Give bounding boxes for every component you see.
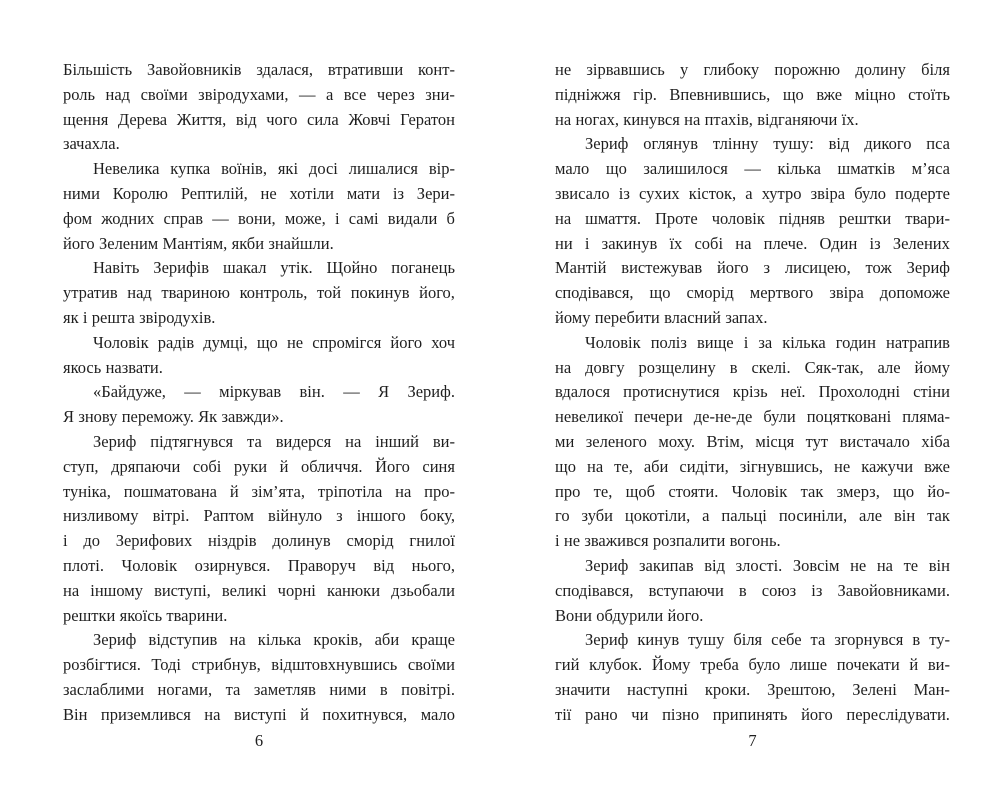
text-line: не зірвавшись у глибоку порожню долину біля (555, 60, 950, 79)
text-line: про те, щоб стояти. Чоловік так змерз, що йо- (555, 481, 950, 501)
text-line: мало що залишилося — кілька шматків м’яса (555, 159, 950, 179)
text-line: Більшість Завойовників здалася, втративши конт- (63, 60, 455, 79)
text-line: фом жодних справ — вони, може, і самі видали б (63, 208, 455, 228)
text-line: звисало із сухих кісток, а хутро звіра було подерте (555, 183, 950, 203)
text-line: якось назвати. (63, 357, 163, 377)
text-line: утратив над твариною контроль, той покинув його, (63, 283, 455, 303)
text-line: Чоловік поліз вище і за кілька годин натрапив (585, 332, 950, 352)
text-line: роль над своїми звіродухами, — а все через зни- (63, 84, 455, 104)
text-line: плоті. Чоловік озирнувся. Праворуч від нього, (63, 555, 455, 575)
text-line: ни і закинув їх собі на плече. Один із Зелених (555, 233, 950, 253)
text-line: і до Зерифових ніздрів долинув сморід гнилої (63, 531, 455, 551)
text-line: «Байдуже, — міркував він. — Я Зериф. (93, 382, 455, 402)
text-line: гий клубок. Йому треба було лише почекати й ви- (555, 655, 950, 675)
text-line: Навіть Зерифів шакал утік. Щойно поганець (93, 258, 455, 278)
text-line: Зериф оглянув тлінну тушу: від дикого пса (585, 134, 950, 154)
text-line: Вони обдурили його. (555, 605, 704, 625)
text-line: Я знову переможу. Як завжди». (63, 407, 284, 427)
page-right-text (555, 58, 950, 728)
text-line: і не зважився розпалити вогонь. (555, 531, 781, 551)
text-line: сподівався, що сморід мертвого звіра допоможе (555, 283, 950, 303)
text-line: тії рано чи пізно припинять його переслідувати. (555, 704, 950, 724)
page-right (555, 58, 950, 750)
text-line: що на те, аби сидіти, зігнувшись, не кажучи вже (555, 456, 950, 476)
text-line: на довгу розщелину в скелі. Сяк-так, але йому (555, 357, 950, 377)
page-left-text (63, 58, 455, 728)
text-line: ми зеленого моху. Втім, місця тут вистачало хіба (555, 431, 950, 451)
text-line: низливому вітрі. Раптом війнуло з іншого боку, (63, 506, 455, 526)
text-line: Невелика купка воїнів, які досі лишалися вір- (93, 159, 455, 179)
text-line: йому перебити власний запах. (555, 307, 768, 327)
text-line: щення Дерева Життя, від чого сила Жовчі Гератон (63, 109, 455, 129)
text-line: на іншому виступі, великі чорні канюки дзьобали (63, 580, 455, 600)
text-line: як і решта звіродухів. (63, 307, 216, 327)
text-line: Зериф кинув тушу біля себе та згорнувся в ту- (585, 630, 950, 650)
text-line: на ногах, кинувся на птахів, відганяючи їх. (555, 109, 859, 129)
text-line: рештки якоїсь тварини. (63, 605, 228, 625)
text-line: Він приземлився на виступі й похитнувся, мало (63, 704, 455, 724)
text-line: ступ, дряпаючи собі руки й обличчя. Його синя (63, 456, 455, 476)
page-left-number: 6 (254, 731, 264, 750)
text-line: Зериф підтягнувся та видерся на інший ви- (93, 431, 455, 451)
text-line: на шмаття. Проте чоловік підняв рештки твари- (555, 208, 950, 228)
text-line: Мантій вистежував його з лисицею, тож Зериф (555, 258, 950, 278)
text-line: туніка, пошматована й зім’ята, тріпотіла на про- (63, 481, 455, 501)
text-line: розбігтися. Тоді стрибнув, відштовхнувшись своїми (63, 655, 455, 675)
text-line: його Зеленим Мантіям, якби знайшли. (63, 233, 334, 253)
text-line: невеликої печери де-не-де були поцятковані пляма- (555, 407, 950, 427)
page-right-number: 7 (748, 731, 757, 750)
text-line: вдалося протиснутися крізь неї. Прохолодні стіни (555, 382, 950, 402)
text-line: підніжжя гір. Впевнившись, що вже міцно стоїть (555, 84, 950, 104)
page-left (63, 58, 455, 750)
text-line: заслаблими ногами, та заметляв ними в повітрі. (63, 679, 455, 699)
text-line: сподівався, вступаючи в союз із Завойовниками. (555, 580, 950, 600)
text-line: ними Королю Рептилій, не хотіли мати із Зери- (63, 183, 455, 203)
text-line: зачахла. (63, 134, 120, 154)
text-line: значити наступні кроки. Зрештою, Зелені Ман- (555, 679, 950, 699)
text-line: го зуби цокотіли, а пальці посиніли, але він так (555, 506, 950, 526)
text-line: Чоловік радів думці, що не спромігся його хоч (93, 332, 455, 352)
text-line: Зериф відступив на кілька кроків, аби краще (93, 630, 455, 650)
text-line: Зериф закипав від злості. Зовсім не на те він (585, 555, 950, 575)
